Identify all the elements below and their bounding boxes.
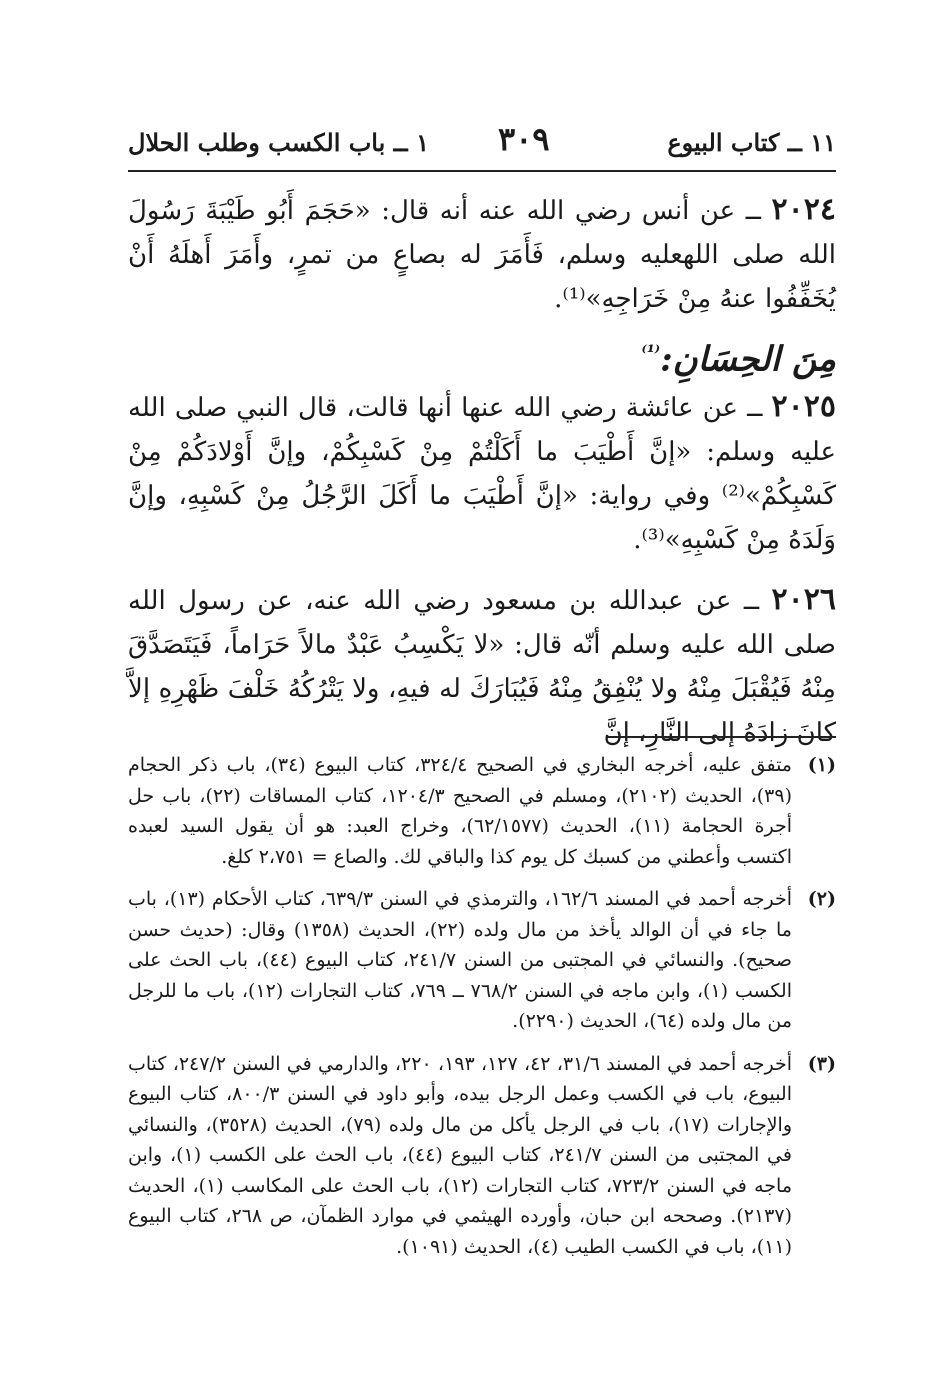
hadith-2025 xyxy=(128,385,836,562)
footnote-number: (١) xyxy=(807,754,836,776)
chapter-title: ١١ ــ كتاب البيوع xyxy=(667,128,836,157)
footnote xyxy=(128,750,836,872)
page-header xyxy=(128,120,836,170)
hadith-number: ٢٠٢٦ xyxy=(771,582,836,618)
footnotes xyxy=(128,750,836,1274)
footnote-number: (٢) xyxy=(807,888,836,910)
footnote xyxy=(128,1049,836,1263)
hadith-text: ــ عن عبدالله بن مسعود رضي الله عنه، عن رسول الله صلى الله عليه وسلم أنّه قال: «لا يَكْسِبُ عَبْدٌ مالاً حَرَاماً، فَيَتَصَدَّقَ مِنْهُ فَيُقْبَلَ مِنْهُ ولا يُنْفِقُ مِنْهُ فَيُبَارَكَ له فيهِ، ولا يَتْرُكُهُ خَلْفَ ظَهْرِهِ إلاَّ كانَ زادَهُ إلى النَّارِ، إنَّ xyxy=(128,586,836,749)
footnote-text: أخرجه أحمد في المسند ١٦٢/٦، والترمذي في السنن ٦٣٩/٣، كتاب الأحكام (١٣)، باب ما جاء في أن الوالد يأخذ من مال ولده (٢٢)، الحديث (١٣٥٨) وقال: (حديث حسن صحيح). والنسائي في المجتبى من السنن ٢٤١/٧، كتاب البيوع (٤٤)، باب الحث على الكسب (١)، وابن ماجه في السنن ٧٦٨/٢ ــ ٧٦٩، كتاب التجارات (١٢)، باب ما للرجل من مال ولده (٦٤)، الحديث (٢٢٩٠). xyxy=(128,888,792,1032)
footnote-text: أخرجه أحمد في المسند ٣١/٦، ٤٢، ١٢٧، ١٩٣، ٢٢٠، والدارمي في السنن ٢٤٧/٢، كتاب البيوع، باب في الكسب وعمل الرجل بيده، وأبو داود في السنن ٨٠٠/٣، كتاب البيوع والإجارات (١٧)، باب في الرجل يأكل من مال ولده (٧٩)، الحديث (٣٥٢٨)، والنسائي في المجتبى من السنن ٢٤١/٧، كتاب البيوع (٤٤)، باب الحث على الكسب (١)، وابن ماجه في السنن ٧٢٣/٢، كتاب التجارات (١٢)، باب الحث على المكاسب (١)، الحديث (٢١٣٧). وصححه ابن حبان، وأورده الهيثمي في موارد الظمآن، ص ٢٦٨، كتاب البيوع (١١)، باب في الكسب الطيب (٤)، الحديث (١٠٩١). xyxy=(128,1052,792,1258)
footnote-text: متفق عليه، أخرجه البخاري في الصحيح ٣٢٤/٤، كتاب البيوع (٣٤)، باب ذكر الحجام (٣٩)، الحديث (٢١٠٢)، ومسلم في الصحيح ١٢٠٤/٣، كتاب المساقات (٢٢)، باب حل أجرة الحجامة (١١)، الحديث (٦٢/١٥٧٧)، وخراج العبد: هو أن يقول السيد لعبده اكتسب وأعطني من كسبك كل يوم كذا والباقي لك. والصاع = ٢،٧٥١ كلغ. xyxy=(128,754,792,868)
header-divider xyxy=(128,170,836,172)
hadith-number: ٢٠٢٤ xyxy=(771,192,836,227)
section-heading-text: مِنَ الحِسَانِ: xyxy=(660,339,836,380)
main-text xyxy=(128,188,836,755)
footnote xyxy=(128,884,836,1037)
hadith-2024 xyxy=(128,188,836,321)
hadith-text: ــ عن أنس رضي الله عنه أنه قال: «حَجَمَ أَبُو طَيْبَةَ رَسُولَ الله صلى اللهعليه وسلم، فَأَمَرَ له بصاعٍ من تمرٍ، وأَمَرَ أَهلَهُ أَنْ يُخَفِّفُوا عنهُ مِنْ خَرَاجِهِ»⁽¹⁾. xyxy=(128,196,836,314)
page-number: ٣٠٩ xyxy=(498,120,550,158)
hadith-text: ــ عن عائشة رضي الله عنها أنها قالت، قال النبي صلى الله عليه وسلم: «إنَّ أَطْيَبَ ما أَكَلْتُمْ مِنْ كَسْبِكُمْ، وإنَّ أَوْلادَكُمْ مِنْ كَسْبِكُمْ»⁽²⁾ وفي رواية: «إنَّ أَطْيَبَ ما أَكَلَ الرَّجُلُ مِنْ كَسْبِهِ، وإنَّ وَلَدَهُ مِنْ كَسْبِهِ»⁽³⁾. xyxy=(128,393,836,556)
section-heading-note: ⁽¹⁾ xyxy=(641,342,661,363)
hadith-2026 xyxy=(128,578,836,755)
section-title-header: ١ ــ باب الكسب وطلب الحلال xyxy=(128,128,429,157)
footnote-number: (٣) xyxy=(807,1052,836,1075)
hadith-number: ٢٠٢٥ xyxy=(771,389,836,425)
section-heading xyxy=(128,327,836,385)
footnote-divider xyxy=(606,736,836,738)
